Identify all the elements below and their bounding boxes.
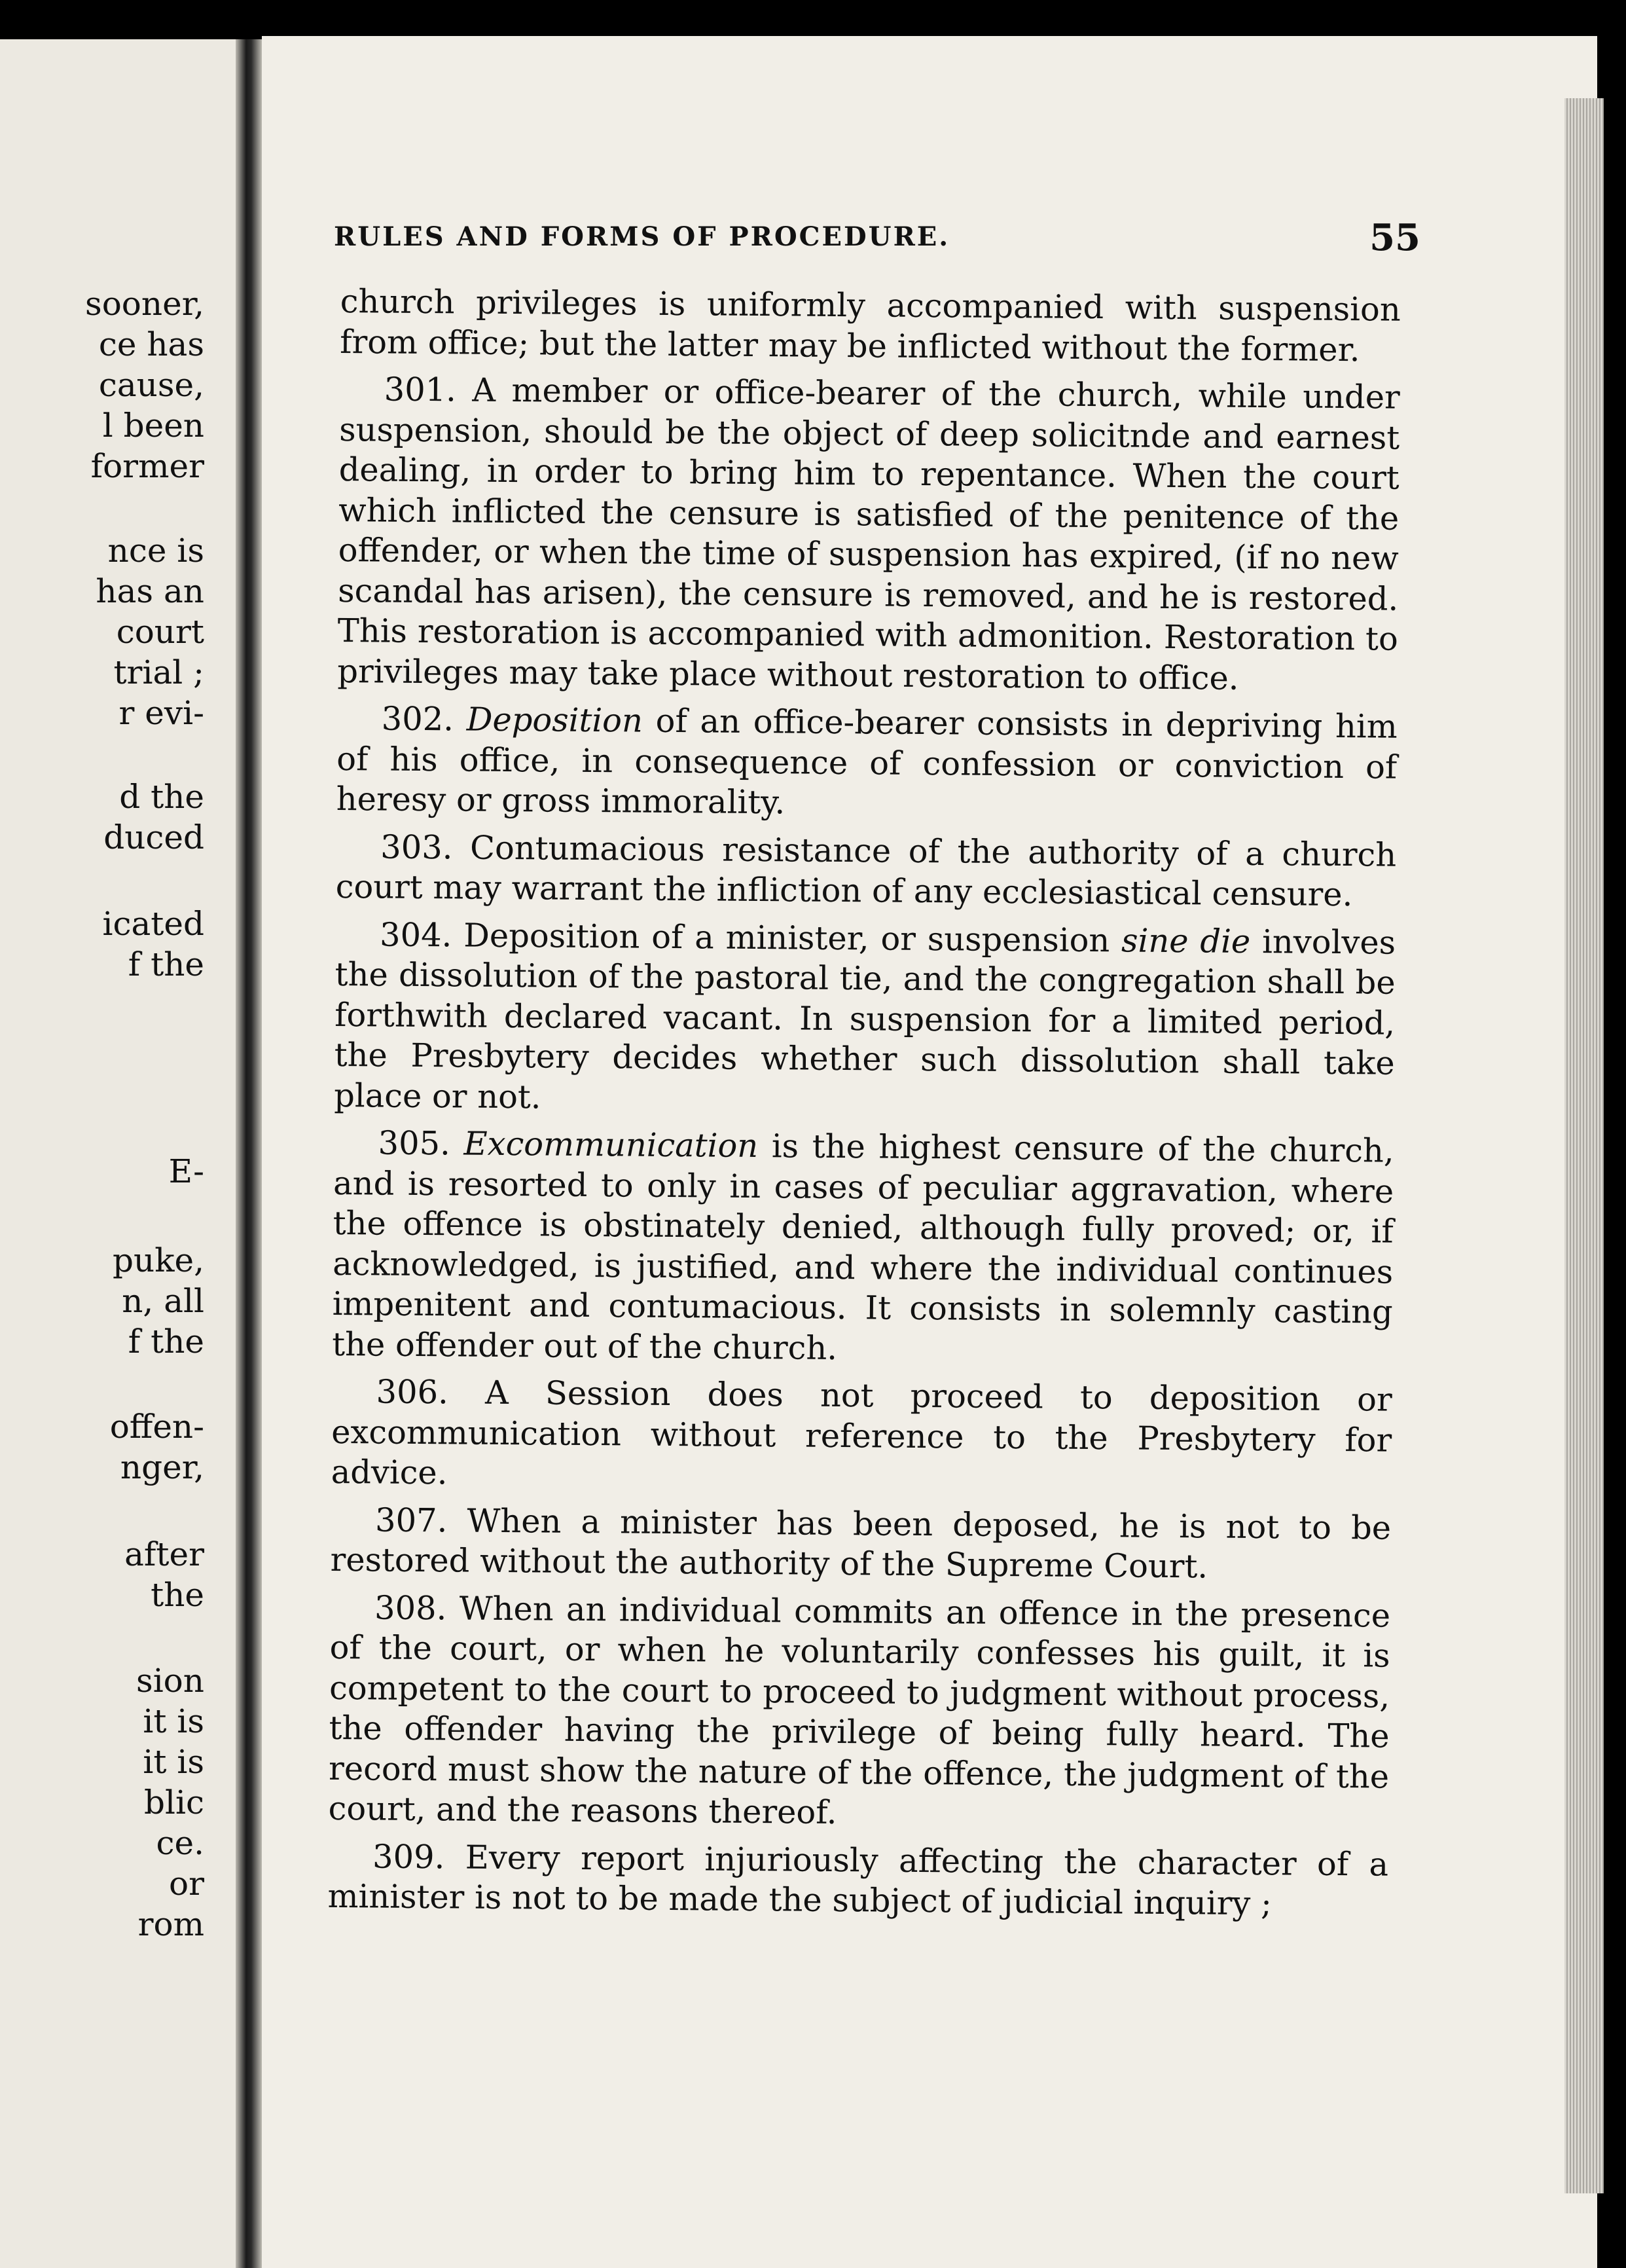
paragraph-number: 309. — [372, 1837, 445, 1876]
left-margin-line: offen- — [109, 1408, 204, 1446]
left-margin-line: it is — [143, 1743, 204, 1781]
left-margin-line: r evi- — [118, 694, 204, 732]
paragraph-number: 306. — [376, 1372, 449, 1412]
left-page-fragment — [0, 39, 236, 2268]
left-margin-line: sooner, — [85, 285, 204, 323]
left-margin-line: l been — [102, 407, 204, 445]
left-margin-line: former — [90, 447, 204, 485]
paragraph-text: Every report injuriously affecting the character of a minister is not to be made the subject of judicial inquiry ; — [327, 1838, 1389, 1923]
paragraph-number: 305. — [378, 1124, 451, 1163]
left-margin-line: rom — [137, 1905, 204, 1943]
left-margin-line: cause, — [98, 366, 204, 404]
paragraph-text: A Session does not proceed to deposition or excommunication without reference to the Presbytery for advice. — [331, 1373, 1392, 1492]
running-head-title: RULES AND FORMS OF PROCEDURE. — [334, 221, 950, 252]
paragraph-number: 304. — [379, 915, 452, 954]
left-margin-line: court — [116, 613, 204, 651]
page-number: 55 — [1369, 216, 1420, 259]
left-margin-line: f the — [128, 1323, 204, 1361]
paragraph-307 — [330, 1499, 1391, 1588]
left-margin-line: nger, — [120, 1448, 204, 1486]
paragraph-306 — [331, 1372, 1392, 1501]
paragraph-text: of an office-bearer consists in depriving him of his office, in consequence of confession or conviction of heresy or gross immorality. — [336, 701, 1398, 822]
paragraph-number: 307. — [374, 1500, 448, 1539]
paragraph-number: 308. — [374, 1588, 447, 1627]
paragraph-308 — [328, 1587, 1390, 1837]
paragraph-301 — [337, 369, 1400, 700]
paragraph-309 — [327, 1836, 1388, 1925]
paragraph-number: 301. — [384, 370, 457, 409]
paragraph-303 — [335, 826, 1396, 915]
left-margin-line: d the — [119, 778, 204, 816]
left-margin-line: icated — [102, 905, 204, 943]
left-margin-line: duced — [103, 818, 204, 856]
paragraph-text-before: Deposition of a minister, or suspension — [463, 916, 1110, 959]
paragraph-text: When an individual commits an offence in the presence of the court, or when he voluntarily confesses his guilt, it is competent to the court to proceed to judgment without process, the offender having the privilege of being fully heard. The record must show the nature of the offence, the judgment of the court, and the reasons thereof. — [328, 1588, 1391, 1832]
left-margin-line: sion — [136, 1662, 204, 1700]
left-margin-line: nce is — [107, 532, 204, 570]
page-edge-stack — [1564, 98, 1604, 2193]
paragraph-302 — [336, 699, 1398, 828]
left-margin-line: blic — [144, 1783, 204, 1821]
paragraph-304 — [334, 914, 1396, 1124]
paragraph-text: A member or office-bearer of the church, while under suspension, should be the object of deep solicitnde and earnest dealing, in order to bring him to repentance. When the court which inflicted the censure is satisfied of the penitence of the offender, or when the time of suspension has expired, (if no new scandal has arisen), the censure is removed, and he is restored. This restoration is accompanied with admonition. Restoration to privileges may take place without restoration to office. — [337, 371, 1400, 697]
left-margin-line: E- — [168, 1152, 204, 1190]
paragraph-text: church privileges is uniformly accompanied with suspension from office; but the latter may be inflicted without the former. — [340, 282, 1401, 369]
italic-term: sine die — [1121, 921, 1251, 960]
paragraph-continuation — [340, 282, 1401, 371]
running-head — [334, 216, 1420, 267]
paragraph-number: 302. — [381, 699, 454, 739]
left-margin-line: ce has — [98, 325, 204, 363]
left-margin-line: after — [124, 1535, 204, 1573]
paragraph-text: involves the dissolution of the pastoral tie, and the congregation shall be forthwith declared vacant. In suspension for a limited period, the Presbytery decides whether such dissolution shall take place or not. — [334, 922, 1396, 1116]
italic-term: Deposition — [466, 700, 643, 740]
left-margin-line: trial ; — [113, 653, 204, 691]
paragraph-text: is the highest censure of the church, and is resorted to only in cases of peculiar aggravation, where the offence is obstinately denied, although fully proved; or, if acknowledged, is justified, and where the individual continues impenitent and contumacious. It consists in solemnly casting the offender out of the church. — [332, 1127, 1394, 1367]
left-margin-line: f the — [128, 945, 204, 983]
left-margin-line: has an — [96, 572, 204, 610]
paragraph-text: Contumacious resistance of the authority of a church court may warrant the infliction of any ecclesiastical censure. — [335, 828, 1397, 914]
paragraph-text: When a minister has been deposed, he is not to be restored without the authority of the Supreme Court. — [330, 1501, 1392, 1586]
left-margin-line: ce. — [156, 1824, 204, 1862]
paragraph-number: 303. — [380, 828, 453, 866]
left-margin-line: n, all — [122, 1282, 204, 1320]
italic-term: Excommunication — [463, 1124, 759, 1165]
body-text — [327, 282, 1401, 1932]
paragraph-305 — [332, 1123, 1394, 1373]
left-margin-line: it is — [143, 1702, 204, 1740]
left-margin-line: or — [168, 1865, 204, 1903]
book-gutter — [236, 39, 262, 2268]
left-margin-line: the — [151, 1576, 204, 1614]
left-margin-line: puke, — [113, 1241, 204, 1279]
